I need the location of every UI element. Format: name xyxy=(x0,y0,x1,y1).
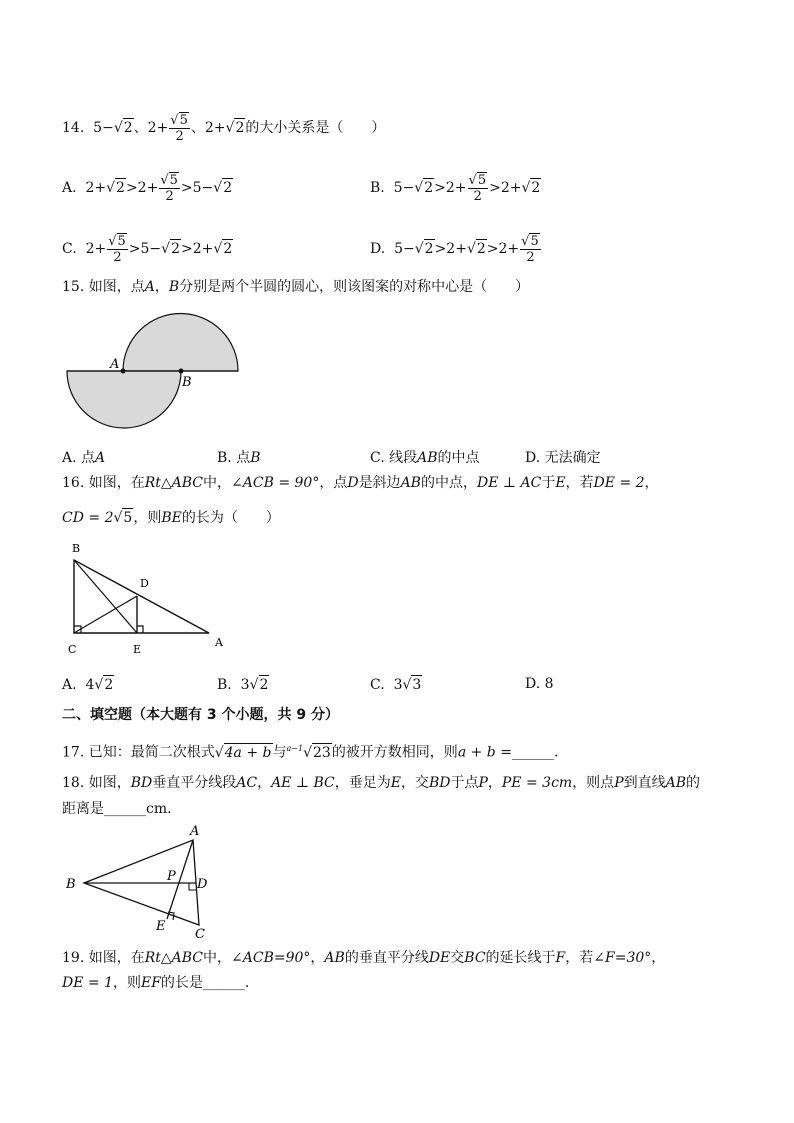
answer-blank[interactable]: ______ xyxy=(202,975,245,991)
stem-text: 于点 xyxy=(450,775,479,791)
question-17: 17. 已知：最简二次根式√4a + b与$^{a-1}$√23的被开方数相同，则a + b =______. xyxy=(62,744,559,761)
math: DE = 1 xyxy=(62,975,113,991)
radicand: 5 xyxy=(169,173,178,188)
section-heading: 二、填空题（本大题有 3 个小题，共 9 分） xyxy=(62,707,339,723)
option-15-a[interactable] xyxy=(62,449,105,467)
label-a: A xyxy=(110,357,120,372)
stem-text: 分别是两个半圆的圆心，则该图案的对称中心是（ ） xyxy=(179,279,530,295)
radicand: 2 xyxy=(531,180,541,196)
option-label: B. xyxy=(217,677,232,693)
option-text: 的中点 xyxy=(437,450,480,466)
stem-text: ， xyxy=(651,950,666,966)
radicand: 23 xyxy=(312,744,331,761)
stem-text: ，垂足为 xyxy=(334,775,391,791)
question-14 xyxy=(62,112,385,144)
stem-text: 如图，在 xyxy=(88,950,145,966)
stem-tail: 的大小关系是（ ） xyxy=(245,120,386,136)
option-label: C. xyxy=(370,450,385,466)
radicand: 2 xyxy=(223,241,233,257)
radicand: 2 xyxy=(476,241,486,257)
math: CD = 2 xyxy=(62,510,114,526)
math: ∠ACB=90° xyxy=(231,950,311,966)
term: >2+ xyxy=(434,241,467,257)
term: 2+ xyxy=(85,241,107,257)
stem-text: ，点 xyxy=(319,475,348,491)
term: >2+ xyxy=(125,180,159,196)
var: BC xyxy=(464,950,486,966)
var: F xyxy=(555,950,566,966)
question-18 xyxy=(62,774,700,792)
question-18-line2 xyxy=(62,800,172,818)
stem-text: 于 xyxy=(541,475,556,491)
radicand: 5 xyxy=(117,234,126,249)
term: >2+ xyxy=(489,180,522,196)
root-index: a−1 xyxy=(286,744,304,753)
math: ∠ACB = 90° xyxy=(231,475,320,491)
var: AB xyxy=(417,450,438,466)
var: A xyxy=(144,279,155,295)
var: BD xyxy=(428,775,451,791)
question-19-line2 xyxy=(62,974,249,992)
stem-text: ， xyxy=(310,950,325,966)
var: AC xyxy=(236,775,258,791)
stem-text: ， xyxy=(487,775,502,791)
upper-semicircle xyxy=(123,314,238,372)
option-14-b[interactable]: B. 5−√2>2+ $\frac{√5}{2}$ >2+√2 xyxy=(370,173,541,204)
option-text: 点 xyxy=(236,450,251,466)
math: DE = 2 xyxy=(593,475,645,491)
question-number: 14. xyxy=(62,120,85,136)
stem-text: 距离是 xyxy=(62,801,104,817)
question-19 xyxy=(62,949,665,967)
radicand: 2 xyxy=(123,120,133,136)
radicand: 2 xyxy=(424,241,434,257)
var: AB xyxy=(665,775,687,791)
coefficient: 4 xyxy=(85,677,95,693)
var: E xyxy=(390,775,401,791)
stem-text: ，交 xyxy=(400,775,429,791)
term: >2+ xyxy=(486,241,520,257)
denominator: 2 xyxy=(473,189,482,204)
radicand: 2 xyxy=(171,241,181,257)
option-label: B. xyxy=(370,180,385,196)
option-16-d[interactable] xyxy=(525,675,554,693)
var: D xyxy=(347,475,359,491)
unit: cm. xyxy=(146,801,172,817)
term: 5− xyxy=(93,120,114,136)
option-text: 点 xyxy=(81,450,96,466)
option-14-a[interactable]: A. 2+√2>2+ $\frac{√5}{2}$ >5−√2 xyxy=(62,173,233,204)
label-c: C xyxy=(68,643,77,656)
option-label: C. xyxy=(370,677,385,693)
radicand: 2 xyxy=(259,677,269,693)
math: ∠F=30° xyxy=(593,950,652,966)
option-14-c[interactable]: C. 2+ $\frac{√5}{2}$ >5−√2>2+√2 xyxy=(62,234,233,265)
var: B xyxy=(168,279,180,295)
label-e: E xyxy=(156,919,166,934)
separator: 、 xyxy=(133,120,148,136)
math: AE ⊥ BC xyxy=(271,775,335,791)
stem-text: 的长为（ ） xyxy=(181,510,280,526)
stem-text: 的长是 xyxy=(160,975,203,991)
stem-text: 垂直平分线段 xyxy=(152,775,237,791)
stem-text: 的 xyxy=(686,775,701,791)
stem-text: ，若 xyxy=(565,950,594,966)
label-c: C xyxy=(195,927,205,942)
term: >5− xyxy=(180,180,214,196)
point-b xyxy=(179,369,184,374)
stem-text: ，则 xyxy=(112,975,141,991)
question-number: 18. xyxy=(62,775,85,791)
radicand: 5 xyxy=(477,173,487,188)
option-text: 无法确定 xyxy=(544,450,601,466)
option-14-d[interactable]: D. 5−√2>2+√2>2+ $\frac{√5}{2}$ xyxy=(370,234,539,265)
option-label: B. xyxy=(217,450,232,466)
stem-text: ， xyxy=(257,775,272,791)
option-label: A. xyxy=(62,180,77,196)
stem-text: 到直线 xyxy=(623,775,666,791)
separator: ， xyxy=(154,279,169,295)
term: >2+ xyxy=(181,241,214,257)
var: E xyxy=(555,475,566,491)
label-a: A xyxy=(190,824,200,839)
stem-text: 的被开方数相同，则 xyxy=(331,744,458,761)
stem-text: ，则 xyxy=(133,510,162,526)
sqrt: √2 xyxy=(113,120,133,136)
figure-triangle-16 xyxy=(62,538,232,660)
stem-text: ，若 xyxy=(565,475,594,491)
term: 2+ xyxy=(85,180,107,196)
question-number: 17. xyxy=(62,744,85,761)
triangle-abc xyxy=(74,560,209,633)
option-label: C. xyxy=(62,241,77,257)
stem-text: 中， xyxy=(203,950,232,966)
radicand: 5 xyxy=(179,113,188,128)
var: BE xyxy=(161,510,182,526)
label-a: A xyxy=(215,636,223,649)
var: A xyxy=(95,450,106,466)
term: >5− xyxy=(128,241,162,257)
term: 5− xyxy=(394,241,415,257)
term: >2+ xyxy=(434,180,467,196)
question-15 xyxy=(62,278,529,296)
coefficient: 3 xyxy=(393,677,403,693)
segment-be xyxy=(74,560,137,633)
right-angle-d xyxy=(189,883,196,890)
figure-triangle-18 xyxy=(60,820,220,942)
radicand: 5 xyxy=(123,510,133,526)
radicand: 2 xyxy=(104,677,114,693)
option-label: D. xyxy=(525,676,541,692)
stem-text: 的垂直平分线 xyxy=(344,950,429,966)
question-number: 16. xyxy=(62,475,85,491)
label-d: D xyxy=(140,577,149,590)
option-label: A. xyxy=(62,677,77,693)
stem-text: 如图，点 xyxy=(88,279,145,295)
option-15-b[interactable] xyxy=(217,449,261,467)
stem-text: 的中点， xyxy=(420,475,477,491)
radicand: 2 xyxy=(223,180,233,196)
segment-cd xyxy=(74,596,137,633)
question-16-line2: CD = 2√5，则BE的长为（ ） xyxy=(62,510,280,526)
stem-text: 与 xyxy=(272,744,287,761)
punct: . xyxy=(244,975,250,991)
stem-text: ，则点 xyxy=(572,775,615,791)
denominator: 2 xyxy=(165,189,174,204)
point-a xyxy=(121,369,126,374)
question-number: 15. xyxy=(62,279,85,295)
math: PE = 3cm xyxy=(501,775,573,791)
term: 5− xyxy=(393,180,415,196)
right-angle-e xyxy=(137,626,143,633)
label-b: B xyxy=(66,877,76,892)
lower-semicircle xyxy=(67,371,181,428)
question-number: 19. xyxy=(62,950,85,966)
label-p: P xyxy=(167,869,176,884)
var: P xyxy=(614,775,624,791)
option-label: A. xyxy=(62,450,77,466)
separator: 、 xyxy=(190,120,205,136)
answer-blank[interactable]: ______ xyxy=(104,801,146,817)
sqrt: √2 xyxy=(225,120,245,136)
stem-text: 中， xyxy=(203,475,232,491)
math: a + b = xyxy=(457,744,512,761)
var: EF xyxy=(140,975,161,991)
option-label: D. xyxy=(370,241,386,257)
stem-text: 交 xyxy=(450,950,465,966)
stem-text: ， xyxy=(644,475,659,491)
option-15-c[interactable] xyxy=(370,449,480,467)
option-text: 8 xyxy=(544,676,554,692)
denominator: 2 xyxy=(175,129,184,144)
var: P xyxy=(478,775,488,791)
label-b: B xyxy=(182,375,192,390)
math: Rt△ABC xyxy=(144,950,204,966)
figure-semicircles xyxy=(60,308,250,438)
question-16 xyxy=(62,474,659,492)
denominator: 2 xyxy=(526,250,535,265)
term: 2+ xyxy=(204,120,226,136)
var: DE xyxy=(428,950,451,966)
math: DE ⊥ AC xyxy=(476,475,542,491)
var: B xyxy=(250,450,261,466)
option-16-a[interactable]: A. 4√2 xyxy=(62,677,114,693)
radicand: 2 xyxy=(235,120,245,136)
math: Rt△ABC xyxy=(144,475,204,491)
stem-text: 已知：最简二次根式 xyxy=(88,744,215,761)
coefficient: 3 xyxy=(240,677,250,693)
punct: . xyxy=(553,744,559,761)
var: AB xyxy=(400,475,421,491)
radicand: 3 xyxy=(412,677,422,693)
radicand: 2 xyxy=(116,180,125,196)
label-e: E xyxy=(133,643,142,656)
fraction: $\frac{√5}{2}$ xyxy=(170,113,188,144)
option-label: D. xyxy=(525,450,541,466)
var: BD xyxy=(130,775,153,791)
option-16-b[interactable]: B. 3√2 xyxy=(217,677,269,693)
denominator: 2 xyxy=(113,250,122,265)
radicand: 4a + b xyxy=(224,744,272,761)
stem-text: 是斜边 xyxy=(358,475,401,491)
var: AB xyxy=(324,950,345,966)
option-text: 线段 xyxy=(389,450,418,466)
stem-text: 的延长线于 xyxy=(485,950,556,966)
label-d: D xyxy=(197,877,208,892)
answer-blank[interactable]: ______ xyxy=(511,744,554,761)
radicand: 5 xyxy=(530,234,539,249)
radicand: 2 xyxy=(424,180,434,196)
stem-text: 如图，在 xyxy=(88,475,145,491)
term: 2+ xyxy=(147,120,169,136)
option-15-d[interactable] xyxy=(525,449,601,467)
option-16-c[interactable]: C. 3√3 xyxy=(370,677,422,693)
label-b: B xyxy=(72,542,81,555)
stem-text: 如图， xyxy=(88,775,131,791)
